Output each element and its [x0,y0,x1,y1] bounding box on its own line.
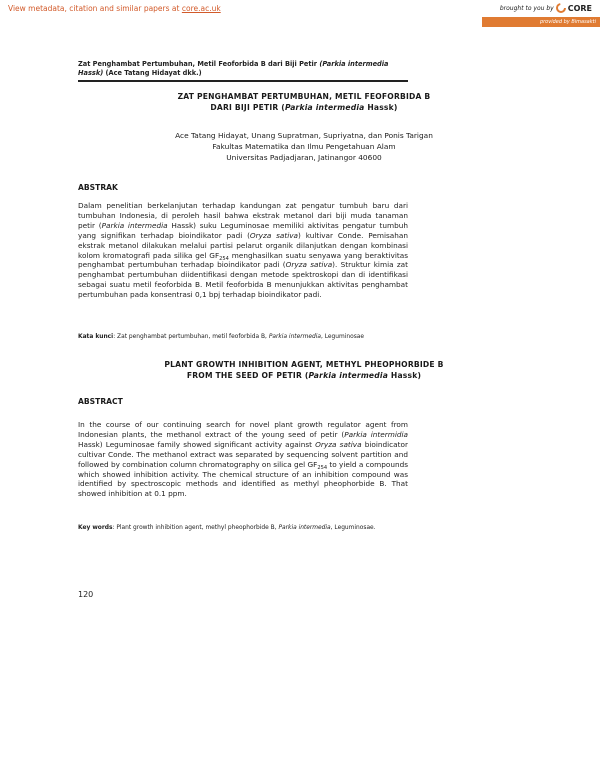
title-english [80,360,528,381]
title-indonesian [80,92,528,113]
running-head-species: (Parkia intermedia Hassk) [78,60,389,77]
title-id-line2: DARI BIJI PETIR (Parkia intermedia Hassk) [210,102,398,112]
abstract-body: In the course of our continuing search for novel plant growth regulator agent from Indonesian plants, the methanol extract of the young seed of petir (Parkia intermidia Hassk) Leguminosae family showed significant activity against Oryza sativa bioindicator cultivar Conde. The methanol extract was separated by sequencing solvent partition and followed by combination column chromatography on silica gel $GF_{254}$ to yield a compounds which showed inhibition activity. The chemical structure of an inhibition compound was identified by spectroscopic methods and identified as methyl pheophorbide B. That showed inhibition at 0.1 ppm. [78,420,409,499]
header-rule [78,80,408,82]
abstract-heading: ABSTRACT [78,397,123,406]
brought-by-text: brought to you by [499,4,554,12]
core-logo-icon [556,3,566,13]
running-head [78,60,410,78]
key-words: Key words: Plant growth inhibition agent, methyl pheophorbide B, Parkia intermedia, Leguminosae. [78,525,376,531]
core-brand-name: CORE [567,3,592,13]
provided-by-banner: provided by Bimasakti [482,17,600,27]
title-id-line1: ZAT PENGHAMBAT PERTUMBUHAN, METIL FEOFORBIDA B [177,92,431,101]
page-number: 120 [78,590,94,599]
title-en-line1: PLANT GROWTH INHIBITION AGENT, METHYL PHEOPHORBIDE B [164,360,444,369]
abstrak-body: Dalam penelitian berkelanjutan terhadap kandungan zat pengatur tumbuh baru dari tumbuhan Indonesia, di peroleh hasil bahwa ekstrak metanol dari biji muda tanaman petir (Parkia intermedia Hassk) suku Leguminosae memiliki aktivitas pengatur tumbuh yang signifikan terhadap bioindikator padi (Oryza sativa) kultivar Conde. Pemisahan ekstrak metanol dilakukan melalui partisi pelarut organik dilanjutkan dengan kombinasi kolom kromatografi pada silika gel $GF_{254}$ menghasilkan suatu senyawa yang beraktivitas penghambat pertumbuhan terhadap bioindikator padi (Oryza sativa). Struktur kimia zat penghambat pertumbuhan diidentifikasi dengan metode spektroskopi dan di identifikasi sebagai suatu metil feoforbida B. Metil feoforbida B menunjukkan aktivitas penghambat pertumbuhan pada konsentrasi 0,1 bpj terhadap bioindikator padi. [78,201,409,300]
author-block [80,130,528,163]
title-en-line2: FROM THE SEED OF PETIR (Parkia intermedia Hassk) [186,370,422,380]
link-domain[interactable]: core.ac.uk [181,4,221,13]
author-faculty: Fakultas Matematika dan Ilmu Pengetahuan Alam [212,142,396,151]
running-head-title: Zat Penghambat Pertumbuhan, Metil Feoforbida B dari Biji Petir [78,60,318,68]
author-university: Universitas Padjadjaran, Jatinangor 40600 [226,153,382,162]
abstrak-heading: ABSTRAK [78,183,118,192]
link-prefix[interactable]: View metadata, citation and similar papers at [8,4,180,13]
core-brand[interactable] [500,3,592,13]
core-metadata-link[interactable] [8,4,221,13]
core-banner [0,0,600,28]
running-head-authors: (Ace Tatang Hidayat dkk.) [105,69,202,77]
kata-kunci: Kata kunci: Zat penghambat pertumbuhan, metil feoforbida B, Parkia intermedia, Leguminosae [78,334,365,340]
author-names: Ace Tatang Hidayat, Unang Supratman, Supriyatna, dan Ponis Tarigan [175,131,433,140]
